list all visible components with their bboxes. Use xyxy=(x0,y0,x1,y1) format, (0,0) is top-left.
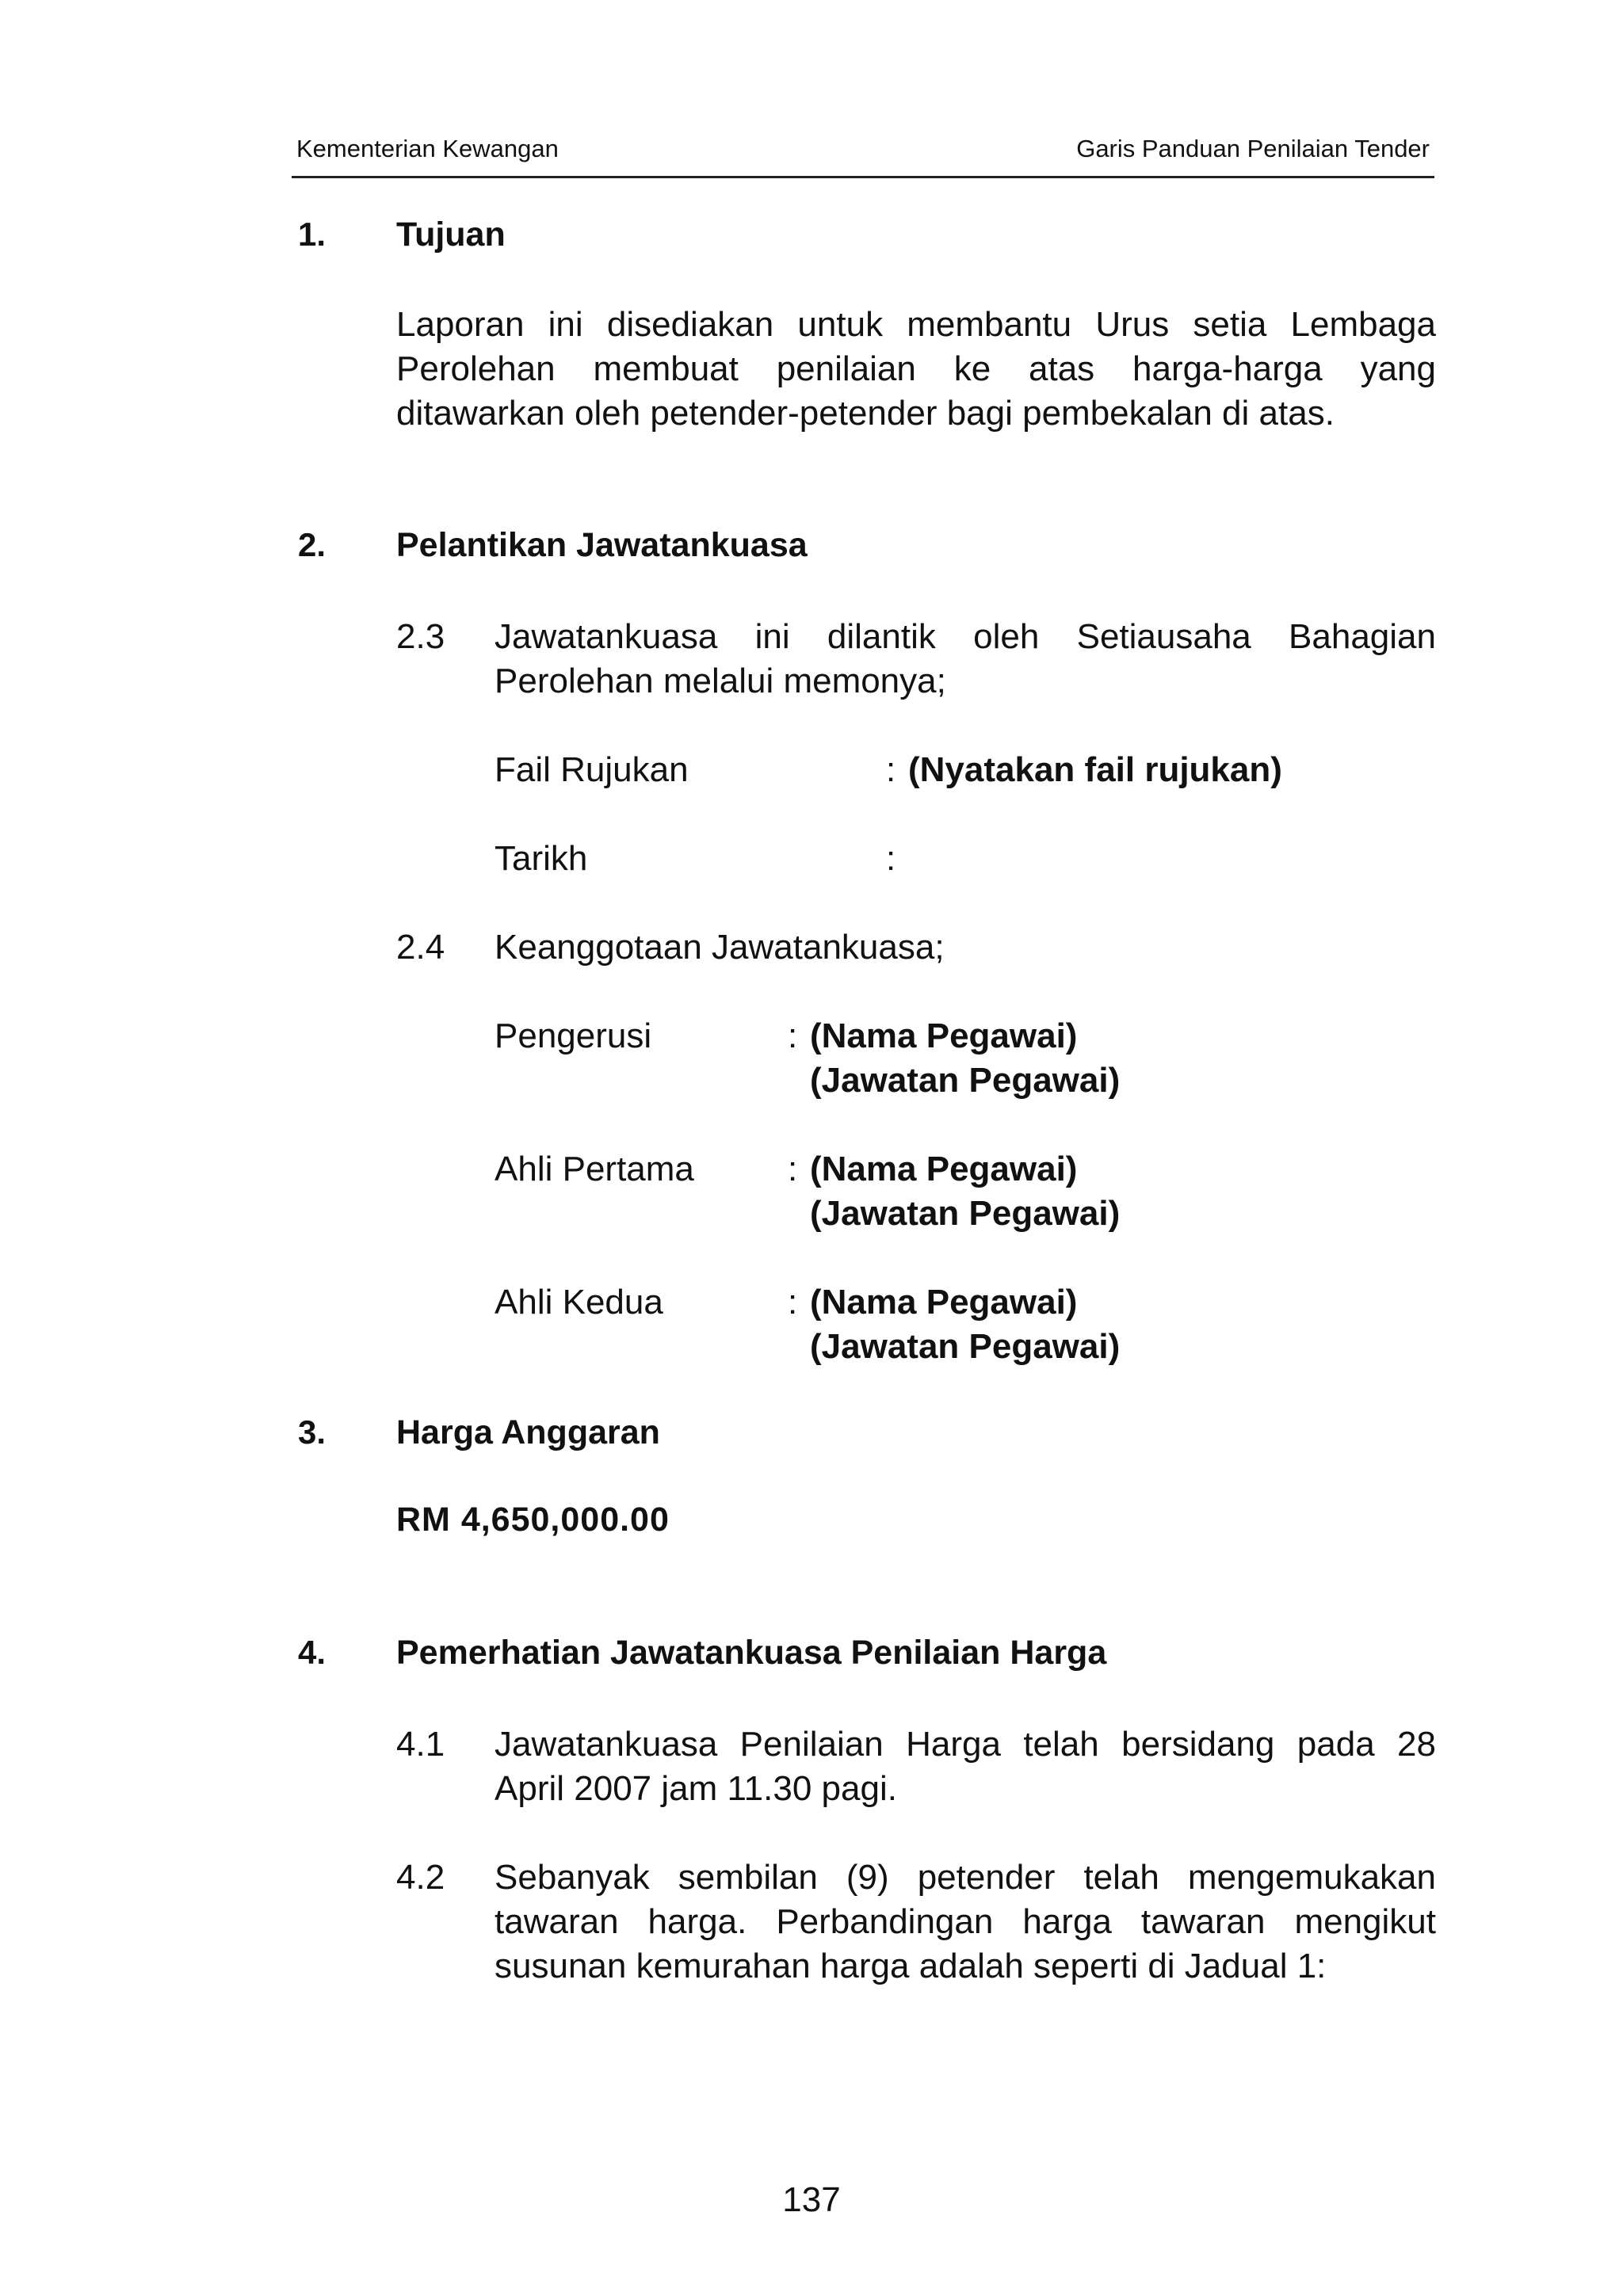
header-document-title: Garis Panduan Penilaian Tender xyxy=(1076,135,1430,162)
section-2-number: 2. xyxy=(298,526,327,563)
section-3-number: 3. xyxy=(298,1413,327,1451)
header-ministry: Kementerian Kewangan xyxy=(296,135,559,162)
subsection-2-3-number: 2.3 xyxy=(396,617,445,656)
member-position: (Jawatan Pegawai) xyxy=(810,1327,1121,1366)
section-4-number: 4. xyxy=(298,1634,327,1671)
page-number: 137 xyxy=(782,2180,841,2219)
member-position: (Jawatan Pegawai) xyxy=(810,1061,1121,1100)
page-header xyxy=(292,133,1434,178)
member-name: (Nama Pegawai) xyxy=(810,1016,1078,1055)
fail-rujukan-colon: : xyxy=(886,750,896,789)
subsection-4-1-number: 4.1 xyxy=(396,1725,445,1764)
tarikh-colon: : xyxy=(886,839,896,878)
section-3-title: Harga Anggaran xyxy=(396,1413,660,1451)
member-colon: : xyxy=(788,1283,798,1322)
member-position: (Jawatan Pegawai) xyxy=(810,1194,1121,1233)
subsection-2-4-text: Keanggotaan Jawatankuasa; xyxy=(495,928,945,967)
member-name: (Nama Pegawai) xyxy=(810,1283,1078,1322)
section-4-title: Pemerhatian Jawatankuasa Penilaian Harga xyxy=(396,1634,1107,1672)
member-role-pengerusi: Pengerusi xyxy=(495,1016,652,1055)
subsection-4-2-text: Sebanyak sembilan (9) petender telah mengemukakan tawaran harga. Perbandingan harga tawaran mengikut susunan kemurahan harga adalah seperti di Jadual 1: xyxy=(495,1858,1436,1985)
section-2-title: Pelantikan Jawatankuasa xyxy=(396,526,808,564)
subsection-4-1-text: Jawatankuasa Penilaian Harga telah bersidang pada 28 April 2007 jam 11.30 pagi. xyxy=(495,1725,1436,1808)
member-role-ahli-kedua: Ahli Kedua xyxy=(495,1283,663,1322)
section-1-number: 1. xyxy=(298,215,327,253)
fail-rujukan-label: Fail Rujukan xyxy=(495,750,689,789)
subsection-2-3-text: Jawatankuasa ini dilantik oleh Setiausaha Bahagian Perolehan melalui memonya; xyxy=(495,617,1436,700)
estimated-price-amount: RM 4,650,000.00 xyxy=(396,1501,670,1539)
tarikh-label: Tarikh xyxy=(495,839,588,878)
section-1-paragraph: Laporan ini disediakan untuk membantu Urus setia Lembaga Perolehan membuat penilaian ke atas harga-harga yang ditawarkan oleh petender-petender bagi pembekalan di atas. xyxy=(396,305,1436,433)
member-colon: : xyxy=(788,1016,798,1055)
member-role-ahli-pertama: Ahli Pertama xyxy=(495,1150,694,1188)
member-name: (Nama Pegawai) xyxy=(810,1150,1078,1188)
subsection-2-4-number: 2.4 xyxy=(396,928,445,967)
fail-rujukan-value: (Nyatakan fail rujukan) xyxy=(908,750,1282,789)
section-1-title: Tujuan xyxy=(396,215,506,254)
member-colon: : xyxy=(788,1150,798,1188)
subsection-4-2-number: 4.2 xyxy=(396,1858,445,1897)
